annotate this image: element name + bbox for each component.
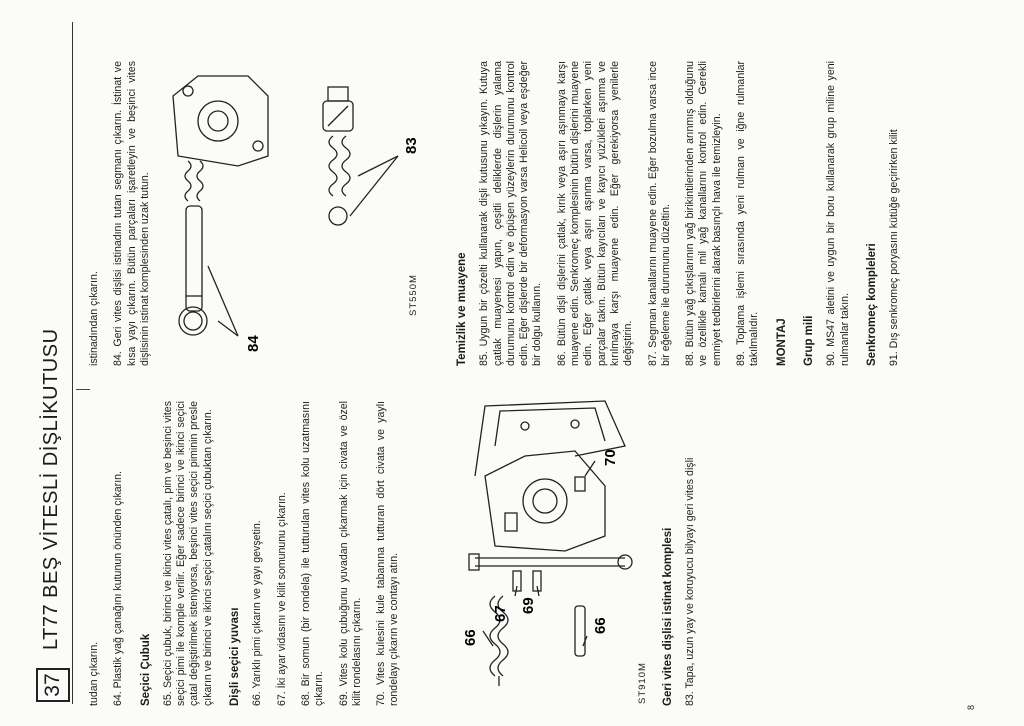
step-86: 86. Bütün dişli dişlerini çatlak, kırık veya aşırı aşınmaya karşı muayene edin. Senkromeç komplesinin bütün dişlerini muayene edin. Eğer çatlak veya aşırı aşınma varsa, toplarken yeni parçalar takın. Bütün kayıcıları ve kayıcı yüzükleri aşınma ve kırılmaya karşı muayene edin. Eğer gerekiyorsa yenilerle değiştirin. (555, 61, 635, 366)
step-87: 87. Segman kanallarını muayene edin. Eğer bozulma varsa ince bir eğeleme ile durumunu düzeltin. (646, 61, 672, 366)
reverse-idler-drawing (158, 56, 423, 366)
step-84: 84. Geri vites dişlisi istinadını tutan segmanı çıkarın. İstinat ve kısa yayı çıkarın. Bütün parçaları işaretleyin ve beşinci vites dişlisinin istinat komplesinden uzak tutun. (112, 61, 151, 366)
step-68: 68. Bir somun (bir rondela) ile tutturulan vites kolu uzatmasını çıkarın. (299, 401, 326, 706)
step-70: 70. Vites kulesini kule tabanına tutturan dört civata ve yaylı rondelayı çıkarın ve contayı atın. (375, 401, 401, 706)
step-88: 88. Bütün yağ çıkışlarının yağ birikintilerinden arınmış olduğunu ve özellikle kamalı mil yağ kanallarını kontrol edin. Gerekli emniyet tedbirlerini alarak basınçlı hava ile temizleyin. (684, 61, 723, 366)
callout-66-spring: 66 (462, 629, 479, 646)
right-column (88, 61, 163, 366)
column-divider (76, 389, 90, 390)
figure-reverse-idler (158, 56, 423, 366)
callout-83: 83 (403, 137, 420, 154)
right-column-bottom (442, 61, 912, 366)
step-65: 65. Seçici çubuk, birinci ve ikinci vites çatalı, pim ve beşinci vites seçici pimi ile komple verilir. Eğer sadece birinci ve ikinci seçici çatal değiştirilmek isteniyorsa, beşinci vites seçici piminin presle çıkarın ve birinci ve ikinci seçici çatalını seçici çubuktan çıkarın. (161, 401, 214, 706)
page-number: 37 (36, 668, 70, 702)
step-66: 66. Yarıklı pimi çıkarın ve yayı gevşetin. (251, 520, 264, 706)
text-intro: tudan çıkarın. (88, 641, 100, 706)
heading-secici-cubuk: Seçici Çubuk (139, 633, 152, 706)
step-83: 83. Tapa, uzun yay ve koruyucu bilyayı geri vites dişli (684, 457, 697, 706)
step-91: 91. Dış senkromeç poryasını kütüğe geçirirken kilit (888, 129, 901, 366)
step-69: 69. Vites kolu çubuğunu yuvadan çıkarmak için civata ve özel kilit rondelasını çıkarın. (337, 401, 363, 706)
step-89: 89. Toplama işlemi sırasında yeni rulman ve iğne rulmanlar takılmalıdır. (735, 61, 761, 366)
selector-housing-drawing (455, 396, 635, 706)
heading-grup-mili: Grup mili (802, 315, 815, 366)
figure-code-st550m: ST550M (408, 274, 419, 316)
header-rule (72, 22, 73, 704)
figure-code-st910m: ST910M (637, 662, 648, 704)
page-title: LT77 BEŞ VİTESLİ DİŞLİKUTUSU (40, 328, 62, 650)
left-column (88, 401, 413, 706)
heading-geri-vites: Geri vites dişlisi istinat komplesi (662, 527, 674, 706)
heading-disli-secici-yuvasi: Dişli seçici yuvası (229, 607, 242, 706)
callout-69: 69 (520, 597, 537, 614)
step-85: 85. Uygun bir çözelti kullanarak dişli kutusunu yıkayın. Kutuya çatlak muayenesi yapın, çeşitli deliklerde dişlerin yalama durumunu kontrol edin ve öpüşen yüzeylerin durumunu kontrol edin. Eğer dişlerde bir deformasyon varsa Helicoil veya eşdeğer bir dolgu kullanın. (478, 61, 544, 366)
step-64: 64. Plastik yağ çanağını kutunun önünden çıkarın. (112, 471, 125, 706)
step-90: 90. MS47 aletini ve uygun bir boru kullanarak grup miline yeni rulmanlar takın. (825, 61, 851, 366)
edge-mark: 8 (966, 704, 976, 710)
callout-70: 70 (602, 449, 619, 466)
callout-67: 67 (492, 605, 509, 622)
callout-84: 84 (245, 335, 262, 352)
step-67: 67. İki ayar vidasını ve kilit somununu çıkarın. (275, 492, 288, 706)
callout-66-pin: 66 (592, 617, 609, 634)
heading-senkromec: Senkromeç kompleleri (865, 243, 878, 366)
heading-montaj: MONTAJ (775, 318, 788, 366)
figure-selector-housing (455, 396, 648, 706)
text-intro-right: istinadından çıkarın. (88, 271, 100, 366)
left-column-bottom (648, 401, 709, 706)
heading-temizlik: Temizlik ve muayene (456, 252, 468, 366)
